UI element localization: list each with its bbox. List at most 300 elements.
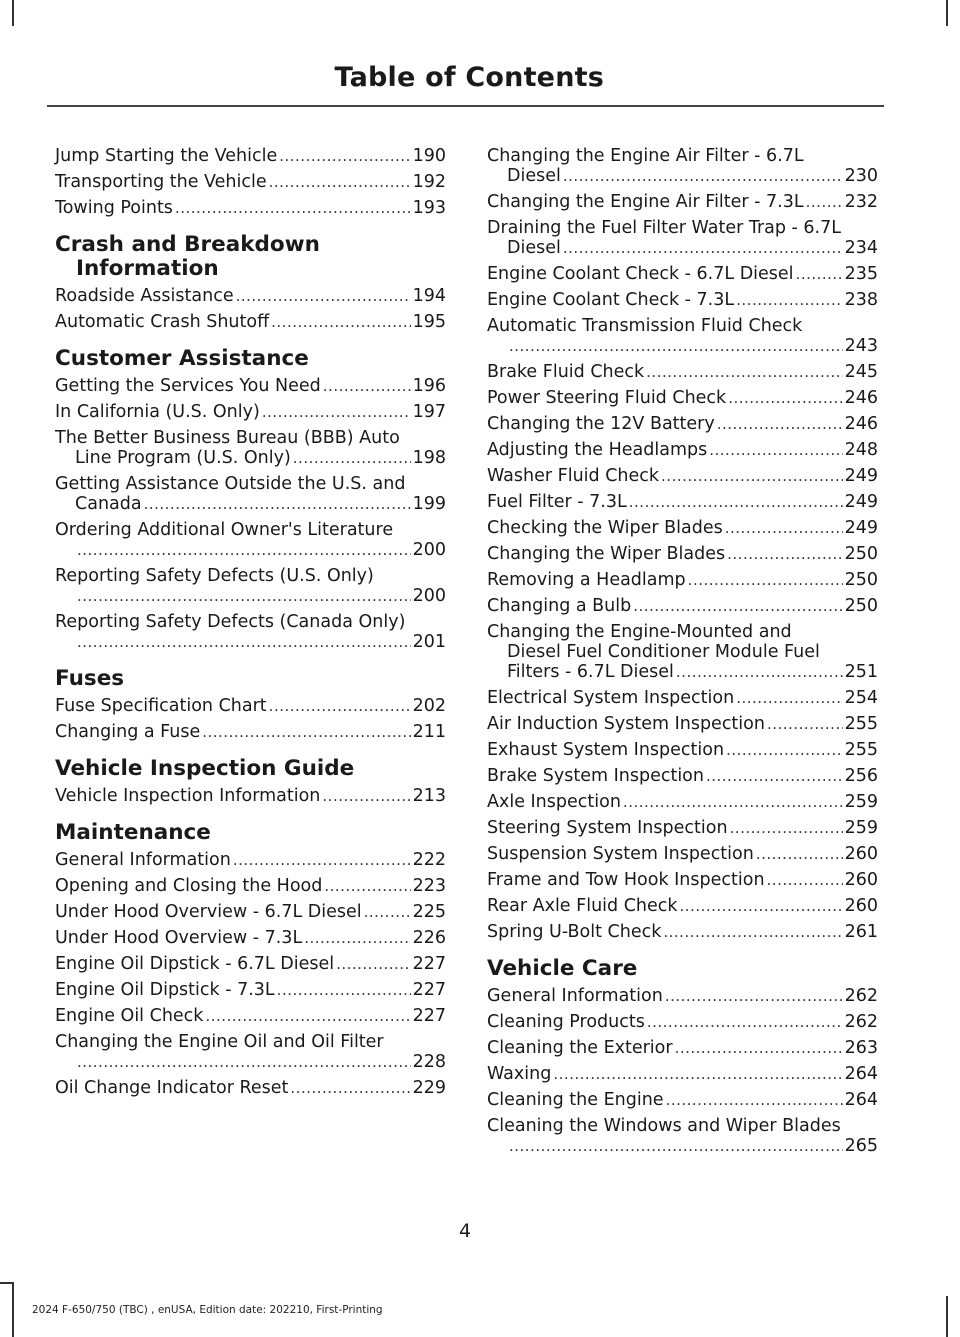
- leader-dots: [727, 544, 842, 564]
- toc-entry-row: [487, 792, 878, 812]
- leader-dots: [205, 1006, 410, 1026]
- leader-dots: [236, 286, 411, 306]
- toc-entry-page: 193: [412, 198, 446, 218]
- toc-entry-row: [487, 896, 878, 916]
- toc-entry[interactable]: [55, 312, 446, 332]
- toc-entry[interactable]: [55, 172, 446, 192]
- toc-entry-row: [487, 596, 878, 616]
- header-divider: [47, 105, 884, 107]
- toc-entry-row: [487, 336, 878, 356]
- toc-entry-page: 229: [412, 1078, 446, 1098]
- toc-entry-page: 260: [844, 870, 878, 890]
- toc-entry-title: Oil Change Indicator Reset: [55, 1078, 289, 1098]
- leader-dots: [717, 414, 843, 434]
- toc-entry-title: Fuel Filter - 7.3L: [487, 492, 627, 512]
- toc-entry-page: 259: [844, 818, 878, 838]
- leader-dots: [688, 570, 843, 590]
- toc-entry-row: [487, 740, 878, 760]
- toc-entry[interactable]: [487, 570, 878, 590]
- crop-mark-bottom-right: [946, 1296, 948, 1337]
- leader-dots: [806, 192, 843, 212]
- toc-entry-title: Engine Coolant Check - 7.3L: [487, 290, 735, 310]
- toc-entry-title-line: Changing the Engine-Mounted and: [487, 622, 792, 642]
- toc-entry-title: Roadside Assistance: [55, 286, 234, 306]
- toc-entry-page: 199: [412, 494, 446, 514]
- toc-entry-page: 246: [844, 388, 878, 408]
- section-heading: [55, 667, 446, 691]
- toc-entry-title: Changing a Bulb: [487, 596, 632, 616]
- leader-dots: [279, 146, 410, 166]
- toc-entry-page: 264: [844, 1064, 878, 1084]
- crop-mark-top-left: [12, 0, 14, 26]
- toc-entry[interactable]: [487, 844, 878, 864]
- toc-entry-title: Air Induction System Inspection: [487, 714, 765, 734]
- leader-dots: [293, 448, 411, 468]
- toc-entry-page: 211: [412, 722, 446, 742]
- toc-entry-page: 264: [844, 1090, 878, 1110]
- toc-entry-page: 251: [844, 662, 878, 682]
- toc-entry-row: [55, 850, 446, 870]
- toc-entry-row: [487, 166, 878, 186]
- toc-entry-row: [487, 818, 878, 838]
- toc-entry-title-line: The Better Business Bureau (BBB) Auto: [55, 428, 400, 448]
- toc-entry-title-line: Cleaning the Windows and Wiper Blades: [487, 1116, 841, 1136]
- toc-entry[interactable]: [55, 876, 446, 896]
- crop-mark-bottom-left-h: [0, 1282, 14, 1284]
- toc-entry-title: Towing Points: [55, 198, 173, 218]
- toc-entry-title-line: Reporting Safety Defects (U.S. Only): [55, 566, 374, 586]
- leader-dots: [77, 540, 411, 560]
- toc-entry[interactable]: [487, 290, 878, 310]
- toc-entry-page: 249: [844, 492, 878, 512]
- toc-entry-row: [487, 688, 878, 708]
- toc-entry-row: [487, 870, 878, 890]
- toc-entry-title: Fuse Specification Chart: [55, 696, 267, 716]
- toc-entry-page: 200: [412, 586, 446, 606]
- toc-entry-page: 250: [844, 570, 878, 590]
- toc-entry-title: Vehicle Inspection Information: [55, 786, 321, 806]
- toc-entry-row: [487, 362, 878, 382]
- toc-entry[interactable]: [55, 928, 446, 948]
- toc-entry[interactable]: [487, 264, 878, 284]
- leader-dots: [364, 902, 411, 922]
- toc-entry-row: [487, 492, 878, 512]
- toc-entry-title-line: Ordering Additional Owner's Literature: [55, 520, 394, 540]
- toc-entry-title-line: Automatic Transmission Fluid Check: [487, 316, 803, 336]
- section-heading-line: Information: [76, 256, 219, 281]
- toc-entry-title: Washer Fluid Check: [487, 466, 660, 486]
- toc-entry[interactable]: [55, 566, 446, 606]
- toc-entry-row: [55, 902, 446, 922]
- toc-entry[interactable]: [487, 596, 878, 616]
- toc-entry-page: 227: [412, 1006, 446, 1026]
- toc-entry-page: 262: [844, 986, 878, 1006]
- leader-dots: [623, 792, 843, 812]
- toc-entry-row: [55, 540, 446, 560]
- toc-entry-title: Changing a Fuse: [55, 722, 201, 742]
- toc-entry[interactable]: [487, 218, 878, 258]
- toc-entry[interactable]: [487, 544, 878, 564]
- toc-entry-title: Diesel: [507, 238, 561, 258]
- toc-entry-row: [55, 1006, 446, 1026]
- toc-entry-row: [487, 570, 878, 590]
- toc-entry-page: 232: [844, 192, 878, 212]
- toc-entry-title: Brake Fluid Check: [487, 362, 645, 382]
- toc-entry[interactable]: [55, 954, 446, 974]
- toc-entry[interactable]: [487, 1038, 878, 1058]
- toc-entry-row: [487, 192, 878, 212]
- page-number: 4: [458, 1220, 472, 1242]
- toc-entry-title: Opening and Closing the Hood: [55, 876, 323, 896]
- leader-dots: [663, 922, 842, 942]
- toc-entry[interactable]: [55, 146, 446, 166]
- toc-entry-title: Engine Coolant Check - 6.7L Diesel: [487, 264, 794, 284]
- toc-entry[interactable]: [487, 714, 878, 734]
- toc-entry[interactable]: [55, 786, 446, 806]
- toc-entry-title-line: Getting Assistance Outside the U.S. and: [55, 474, 406, 494]
- toc-entry[interactable]: [55, 376, 446, 396]
- leader-dots: [290, 1078, 410, 1098]
- toc-entry[interactable]: [55, 722, 446, 742]
- toc-entry[interactable]: [55, 520, 446, 560]
- toc-entry[interactable]: [487, 146, 878, 186]
- toc-entry[interactable]: [55, 850, 446, 870]
- toc-entry[interactable]: [487, 362, 878, 382]
- toc-entry-title-line: Changing the Engine Air Filter - 6.7L: [487, 146, 804, 166]
- leader-dots: [271, 312, 410, 332]
- toc-entry-page: 246: [844, 414, 878, 434]
- toc-entry-title: Removing a Headlamp: [487, 570, 686, 590]
- toc-entry-title-line: Changing the Engine Oil and Oil Filter: [55, 1032, 384, 1052]
- section-heading: [55, 757, 446, 781]
- toc-entry-row: [55, 632, 446, 652]
- section-heading: [55, 233, 446, 281]
- section-heading: [55, 821, 446, 845]
- toc-entry-row: [487, 662, 878, 682]
- toc-entry-title: Changing the Engine Air Filter - 7.3L: [487, 192, 804, 212]
- toc-entry[interactable]: [55, 696, 446, 716]
- toc-entry-page: 256: [844, 766, 878, 786]
- toc-entry-page: 192: [412, 172, 446, 192]
- toc-entry-title: Adjusting the Headlamps: [487, 440, 708, 460]
- toc-entry-title-line: Reporting Safety Defects (Canada Only): [55, 612, 406, 632]
- toc-entry-page: 190: [412, 146, 446, 166]
- toc-entry-title: Under Hood Overview - 6.7L Diesel: [55, 902, 362, 922]
- toc-entry-title: Brake System Inspection: [487, 766, 704, 786]
- toc-entry-row: [55, 1078, 446, 1098]
- toc-entry-row: [55, 876, 446, 896]
- toc-entry[interactable]: [55, 474, 446, 514]
- leader-dots: [269, 696, 411, 716]
- toc-entry-row: [487, 414, 878, 434]
- toc-entry[interactable]: [487, 492, 878, 512]
- leader-dots: [647, 1012, 843, 1032]
- toc-entry-page: 255: [844, 714, 878, 734]
- toc-entry-title: Checking the Wiper Blades: [487, 518, 723, 538]
- section-heading-line: Crash and Breakdown: [55, 232, 320, 257]
- toc-entry-title: General Information: [55, 850, 231, 870]
- toc-entry-row: [55, 722, 446, 742]
- toc-entry-row: [55, 586, 446, 606]
- toc-entry-title: Canada: [75, 494, 142, 514]
- leader-dots: [629, 492, 843, 512]
- leader-dots: [666, 1090, 843, 1110]
- crop-mark-bottom-left: [12, 1282, 14, 1337]
- toc-entry-row: [487, 1090, 878, 1110]
- toc-entry-row: [55, 286, 446, 306]
- toc-entry-row: [487, 290, 878, 310]
- toc-entry-title: Transporting the Vehicle: [55, 172, 267, 192]
- toc-entry[interactable]: [487, 466, 878, 486]
- toc-entry-title: Exhaust System Inspection: [487, 740, 725, 760]
- toc-entry-row: [55, 494, 446, 514]
- toc-entry-row: [487, 238, 878, 258]
- toc-entry[interactable]: [487, 1116, 878, 1156]
- toc-entry[interactable]: [487, 1090, 878, 1110]
- toc-entry-page: 202: [412, 696, 446, 716]
- toc-entry-row: [55, 312, 446, 332]
- toc-entry-page: 243: [844, 336, 878, 356]
- toc-entry-page: 260: [844, 896, 878, 916]
- leader-dots: [322, 786, 410, 806]
- toc-entry-title: Engine Oil Dipstick - 6.7L Diesel: [55, 954, 335, 974]
- leader-dots: [553, 1064, 842, 1084]
- toc-entry-page: 245: [844, 362, 878, 382]
- toc-entry-title: Axle Inspection: [487, 792, 621, 812]
- toc-entry[interactable]: [487, 388, 878, 408]
- toc-entry-title: Line Program (U.S. Only): [75, 448, 291, 468]
- toc-entry-row: [55, 448, 446, 468]
- leader-dots: [675, 1038, 843, 1058]
- leader-dots: [646, 362, 842, 382]
- toc-entry[interactable]: [487, 896, 878, 916]
- toc-entry-title: Spring U-Bolt Check: [487, 922, 662, 942]
- leader-dots: [736, 290, 842, 310]
- toc-entry-page: 198: [412, 448, 446, 468]
- toc-entry-title: Getting the Services You Need: [55, 376, 321, 396]
- toc-entry-row: [55, 1052, 446, 1072]
- toc-entry-page: 227: [412, 980, 446, 1000]
- leader-dots: [323, 376, 411, 396]
- toc-entry-page: 213: [412, 786, 446, 806]
- toc-entry[interactable]: [487, 192, 878, 212]
- toc-entry[interactable]: [55, 428, 446, 468]
- toc-entry-page: 265: [844, 1136, 878, 1156]
- toc-entry[interactable]: [487, 1064, 878, 1084]
- toc-entry-row: [487, 264, 878, 284]
- toc-entry[interactable]: [55, 402, 446, 422]
- leader-dots: [233, 850, 411, 870]
- toc-entry-title: Engine Oil Dipstick - 7.3L: [55, 980, 275, 1000]
- toc-entry[interactable]: [487, 922, 878, 942]
- leader-dots: [277, 980, 411, 1000]
- toc-entry-row: [487, 388, 878, 408]
- toc-entry[interactable]: [55, 612, 446, 652]
- toc-entry-page: 263: [844, 1038, 878, 1058]
- toc-entry-page: 228: [412, 1052, 446, 1072]
- toc-entry-page: 222: [412, 850, 446, 870]
- toc-entry-title: Steering System Inspection: [487, 818, 728, 838]
- toc-entry-row: [55, 928, 446, 948]
- toc-entry-row: [487, 922, 878, 942]
- toc-entry-page: 201: [412, 632, 446, 652]
- toc-entry-page: 249: [844, 466, 878, 486]
- toc-entry-page: 255: [844, 740, 878, 760]
- toc-entry-row: [487, 518, 878, 538]
- toc-entry[interactable]: [487, 766, 878, 786]
- toc-entry[interactable]: [55, 902, 446, 922]
- toc-entry-page: 249: [844, 518, 878, 538]
- leader-dots: [324, 876, 410, 896]
- leader-dots: [736, 688, 842, 708]
- toc-entry-row: [487, 1038, 878, 1058]
- leader-dots: [706, 766, 843, 786]
- toc-entry-page: 235: [844, 264, 878, 284]
- leader-dots: [709, 440, 842, 460]
- toc-entry[interactable]: [55, 198, 446, 218]
- leader-dots: [680, 896, 843, 916]
- toc-entry[interactable]: [487, 622, 878, 682]
- leader-dots: [661, 466, 843, 486]
- leader-dots: [767, 870, 843, 890]
- toc-entry-title: Changing the Wiper Blades: [487, 544, 726, 564]
- toc-entry-title: Diesel: [507, 166, 561, 186]
- leader-dots: [563, 166, 843, 186]
- toc-entry-page: 227: [412, 954, 446, 974]
- toc-entry[interactable]: [55, 286, 446, 306]
- toc-entry-row: [55, 954, 446, 974]
- toc-entry-row: [55, 172, 446, 192]
- leader-dots: [336, 954, 411, 974]
- toc-entry-page: 200: [412, 540, 446, 560]
- toc-entry[interactable]: [487, 518, 878, 538]
- leader-dots: [796, 264, 843, 284]
- toc-entry[interactable]: [487, 1012, 878, 1032]
- toc-entry-title: Power Steering Fluid Check: [487, 388, 727, 408]
- leader-dots: [509, 1136, 843, 1156]
- toc-entry[interactable]: [487, 740, 878, 760]
- leader-dots: [633, 596, 842, 616]
- toc-entry-title: Engine Oil Check: [55, 1006, 204, 1026]
- toc-entry-title: Automatic Crash Shutoff: [55, 312, 270, 332]
- footer-edition-info: 2024 F-650/750 (TBC) , enUSA, Edition date: 202210, First-Printing: [32, 1304, 383, 1316]
- toc-entry-row: [487, 766, 878, 786]
- toc-entry-page: 197: [412, 402, 446, 422]
- toc-entry[interactable]: [487, 440, 878, 460]
- section-heading: [55, 347, 446, 371]
- toc-entry-page: 194: [412, 286, 446, 306]
- toc-entry[interactable]: [487, 870, 878, 890]
- toc-entry-title: Suspension System Inspection: [487, 844, 754, 864]
- page-title: Table of Contents: [334, 62, 604, 93]
- leader-dots: [144, 494, 411, 514]
- leader-dots: [725, 518, 843, 538]
- toc-entry-title: Jump Starting the Vehicle: [55, 146, 278, 166]
- toc-entry-row: [55, 696, 446, 716]
- leader-dots: [563, 238, 843, 258]
- toc-entry-row: [487, 440, 878, 460]
- leader-dots: [767, 714, 843, 734]
- toc-entry[interactable]: [487, 986, 878, 1006]
- toc-entry[interactable]: [487, 792, 878, 812]
- toc-entry-title: Cleaning the Engine: [487, 1090, 664, 1110]
- toc-entry[interactable]: [487, 414, 878, 434]
- toc-entry-row: [55, 198, 446, 218]
- toc-entry-row: [55, 786, 446, 806]
- toc-entry[interactable]: [487, 688, 878, 708]
- toc-entry[interactable]: [55, 1006, 446, 1026]
- leader-dots: [77, 586, 411, 606]
- toc-entry-page: 223: [412, 876, 446, 896]
- leader-dots: [509, 336, 843, 356]
- toc-entry-row: [55, 980, 446, 1000]
- toc-entry-page: 196: [412, 376, 446, 396]
- toc-entry-row: [487, 986, 878, 1006]
- leader-dots: [175, 198, 411, 218]
- toc-entry-page: 254: [844, 688, 878, 708]
- toc-entry-title: Frame and Tow Hook Inspection: [487, 870, 765, 890]
- toc-left-column: [55, 146, 446, 1104]
- toc-entry[interactable]: [55, 980, 446, 1000]
- toc-entry-page: 262: [844, 1012, 878, 1032]
- toc-entry-title: Cleaning Products: [487, 1012, 645, 1032]
- toc-entry-page: 250: [844, 544, 878, 564]
- toc-entry-title: General Information: [487, 986, 663, 1006]
- toc-entry-row: [487, 1012, 878, 1032]
- toc-entry-row: [487, 544, 878, 564]
- toc-entry[interactable]: [55, 1078, 446, 1098]
- toc-entry[interactable]: [55, 1032, 446, 1072]
- toc-entry-title: Waxing: [487, 1064, 552, 1084]
- toc-entry-title: Cleaning the Exterior: [487, 1038, 673, 1058]
- leader-dots: [269, 172, 411, 192]
- toc-entry-page: 250: [844, 596, 878, 616]
- section-heading-line: Vehicle Inspection Guide: [55, 756, 355, 781]
- toc-entry-row: [55, 402, 446, 422]
- toc-entry-page: 226: [412, 928, 446, 948]
- leader-dots: [202, 722, 410, 742]
- toc-entry-page: 248: [844, 440, 878, 460]
- toc-entry-row: [55, 376, 446, 396]
- toc-entry-row: [487, 714, 878, 734]
- toc-entry-page: 225: [412, 902, 446, 922]
- section-heading-line: Vehicle Care: [487, 956, 638, 981]
- leader-dots: [77, 632, 411, 652]
- toc-entry-title: Filters - 6.7L Diesel: [507, 662, 674, 682]
- leader-dots: [665, 986, 843, 1006]
- toc-entry-title: Rear Axle Fluid Check: [487, 896, 678, 916]
- toc-entry-title: Under Hood Overview - 7.3L: [55, 928, 303, 948]
- leader-dots: [77, 1052, 411, 1072]
- toc-entry-title: In California (U.S. Only): [55, 402, 260, 422]
- toc-entry-title-line: Diesel Fuel Conditioner Module Fuel: [507, 642, 820, 662]
- toc-entry-row: [55, 146, 446, 166]
- section-heading-line: Fuses: [55, 666, 125, 691]
- toc-entry-page: 234: [844, 238, 878, 258]
- toc-entry-title: Electrical System Inspection: [487, 688, 735, 708]
- toc-entry-row: [487, 1064, 878, 1084]
- toc-entry[interactable]: [487, 316, 878, 356]
- toc-entry-row: [487, 844, 878, 864]
- toc-entry-title: Changing the 12V Battery: [487, 414, 715, 434]
- toc-entry[interactable]: [487, 818, 878, 838]
- toc-right-column: [487, 146, 878, 1162]
- toc-entry-page: 195: [412, 312, 446, 332]
- toc-entry-page: 260: [844, 844, 878, 864]
- toc-entry-page: 261: [844, 922, 878, 942]
- leader-dots: [304, 928, 410, 948]
- leader-dots: [728, 388, 842, 408]
